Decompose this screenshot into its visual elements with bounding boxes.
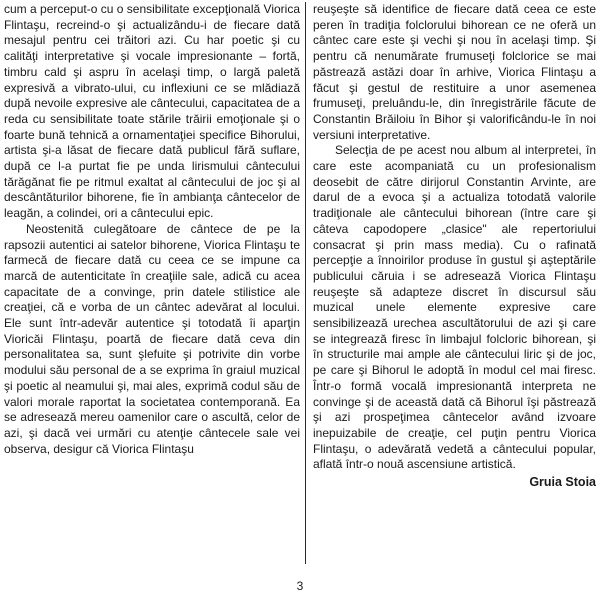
left-paragraph-2: Neostenită culegătoare de cântece de pe la rapsozii autentici ai satelor bihorene, Viorica Flintaşu te farmecă de fiecare dată cu ceea ce se impune ca marcă de autenticitate în creaţiile sale, adică cu acea capacitate de a convinge, prin datele stilistice ale creaţiei, că e vorba de un cântec adevărat al locului. Ele sunt într-adevăr autentice şi totodată îi aparţin Vioricăi Flintaşu, poartă de fiecare dată ceva din personalitatea sa, sunt şlefuite şi potrivite din vorbe modului său personal de a se exprima în graiul muzical şi poetic al neamului şi, mai ales, exprimă codul său de valori morale raportat la societatea contemporană. Ea se adresează mereu oamenilor care o ascultă, celor de azi, şi dacă vei urmări cu atenţie cântecele sale vei observa, desigur că Viorica Flintaşu [4, 221, 300, 456]
right-column [313, 2, 596, 491]
left-paragraph-1: cum a perceput-o cu o sensibilitate excepţională Viorica Flintaşu, recreind-o şi actualizându-i de fiecare dată mesajul pentru cei trăitori azi. Cu har poetic şi cu calităţi interpretative şi vocale impresionante – fortă, timbru cald şi aspru în acelaşi timp, o largă paletă expresivă a vibrato-ului, cu inflexiuni ce se mlădiază după nevoile expresive ale cântecului, capacitatea de a reda cu sensibilitate toate stările trăirii emoţionale şi o foarte bună tehnică a ornamentaţiei specifice Bihorului, artista şi-a lăsat de fiecare dată publicul fără suflare, după ce l-a purtat fie pe unda lirismului cântecului tărăgănat fie pe ritmul exaltat al cântecului de joc şi al descântăturilor bihorene, fie în ambianţa cântecelor de leagăn, a colindei, ori a cântecului epic. [4, 2, 300, 221]
column-divider [305, 2, 306, 564]
right-paragraph-1: reuşeşte să identifice de fiecare dată ceea ce este peren în tradiţia folclorului bihorean ce ne oferă un cântec care este şi vechi şi nou în acelaşi timp. Şi pentru că nenumărate frumuseţi folclorice se mai păstrează astăzi doar în arhive, Viorica Flintaşu a făcut şi gestul de restituire a unor asemenea frumuseţi, preluându-le, din înregistrările făcute de Constantin Brăiloiu în Bihor şi valorificându-le în noi versiuni interpretative. [313, 2, 596, 142]
author-signature: Gruia Stoia [529, 475, 596, 490]
left-column [4, 2, 300, 457]
right-paragraph-2: Selecţia de pe acest nou album al interpretei, în care este acompaniată cu un profesionalism deosebit de către dirijorul Constantin Arvinte, are darul de a evoca şi a actualiza totodată valorile tradiţionale ale cântecului bihorean (între care şi câteva capodopere „clasice" ale repertoriului consacrat şi prin mass media). Cu o rafinată percepţie a înnoirilor produse în gustul şi aşteptările publicului căruia i se adresează Viorica Flintaşu reuşeşte să adapteze discret în discursul său muzical unele elemente expresive care sensibilizează urechea ascultătorului de azi şi care se integrează firesc în limbajul folcloric bihorean, şi în structurile mai ample ale cântecului liric şi de joc, pe care şi Bihorul le adoptă în modul cel mai firesc. Într-o formă vocală impresionantă interpreta ne convinge şi de această dată că Bihorul îşi păstrează şi azi prospeţimea cântecelor având izvoare inepuizabile de creaţie, cel puţin pentru Viorica Flintaşu, o adevărată vedetă a cântecului popular, aflată într-o nouă ascensiune artistică. [313, 143, 596, 472]
page-number: 3 [296, 579, 304, 593]
